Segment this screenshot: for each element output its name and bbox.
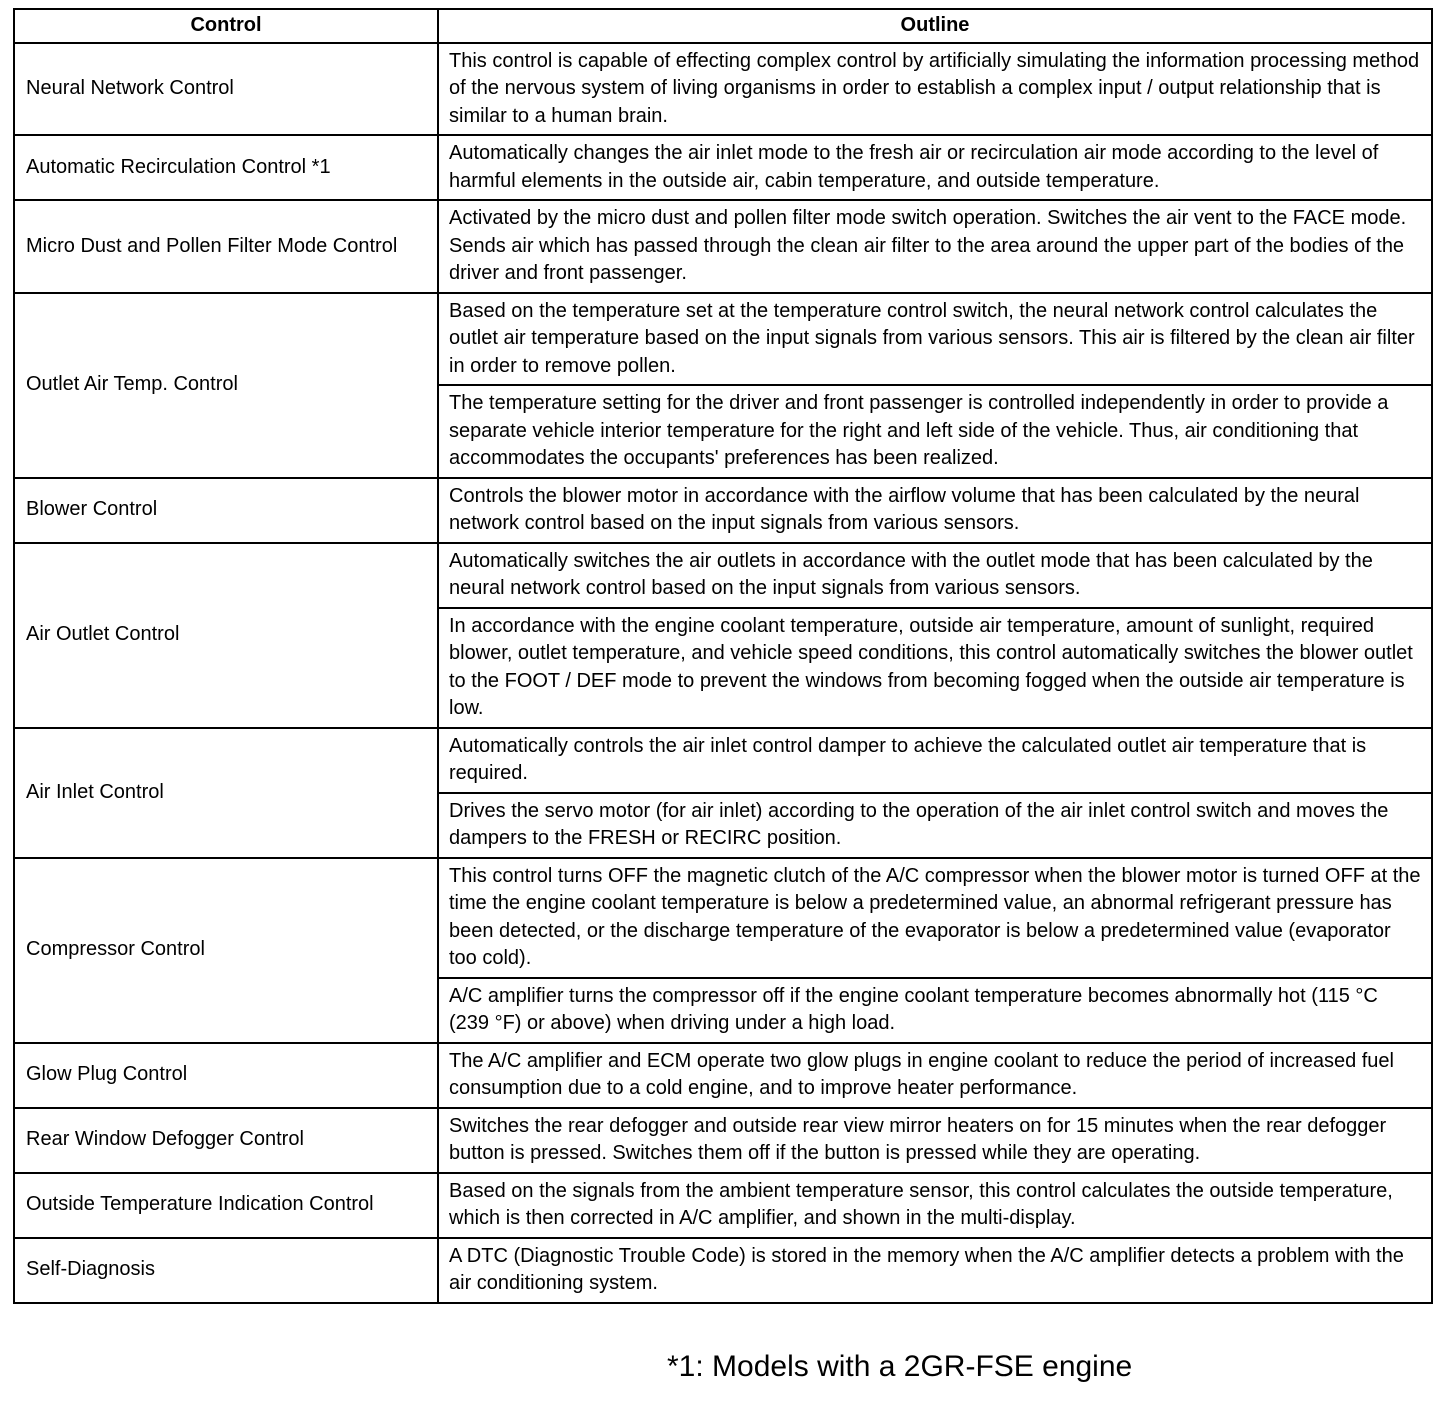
- outline-cell: In accordance with the engine coolant temperature, outside air temperature, amount of sunlight, required blower, outlet temperature, and vehicle speed conditions, this control automatically switches the blower outlet to the FOOT / DEF mode to prevent the windows from becoming fogged when the outside air temperature is low.: [438, 608, 1432, 728]
- header-row: [14, 9, 1432, 43]
- outline-cell: Switches the rear defogger and outside rear view mirror heaters on for 15 minutes when the rear defogger button is pressed. Switches them off if the button is pressed while they are operating.: [438, 1108, 1432, 1173]
- control-cell: Automatic Recirculation Control *1: [14, 135, 438, 200]
- outline-cell: Activated by the micro dust and pollen filter mode switch operation. Switches the air vent to the FACE mode. Sends air which has passed through the clean air filter to the area around the upper part of the bodies of the driver and front passenger.: [438, 200, 1432, 293]
- control-cell: Glow Plug Control: [14, 1043, 438, 1108]
- control-cell: Air Outlet Control: [14, 543, 438, 728]
- table-row: [14, 43, 1432, 136]
- control-cell: Air Inlet Control: [14, 728, 438, 858]
- outline-cell: A/C amplifier turns the compressor off if the engine coolant temperature becomes abnormally hot (115 °C (239 °F) or above) when driving under a high load.: [438, 978, 1432, 1043]
- control-outline-table: [13, 8, 1433, 1304]
- outline-cell: The A/C amplifier and ECM operate two glow plugs in engine coolant to reduce the period of increased fuel consumption due to a cold engine, and to improve heater performance.: [438, 1043, 1432, 1108]
- outline-cell: This control turns OFF the magnetic clutch of the A/C compressor when the blower motor is turned OFF at the time the engine coolant temperature is below a predetermined value, an abnormal refrigerant pressure has been detected, or the discharge temperature of the evaporator is below a predetermined value (evaporator too cold).: [438, 858, 1432, 978]
- column-header-outline: Outline: [438, 9, 1432, 43]
- column-header-control: Control: [14, 9, 438, 43]
- table-row: [14, 200, 1432, 293]
- outline-cell: Based on the temperature set at the temperature control switch, the neural network control calculates the outlet air temperature based on the input signals from various sensors. This air is filtered by the clean air filter in order to remove pollen.: [438, 293, 1432, 386]
- outline-cell: The temperature setting for the driver and front passenger is controlled independently in order to provide a separate vehicle interior temperature for the right and left side of the vehicle. Thus, air conditioning that accommodates the occupants' preferences has been realized.: [438, 385, 1432, 478]
- table-row: [14, 543, 1432, 608]
- table-row: [14, 1043, 1432, 1108]
- control-cell: Outlet Air Temp. Control: [14, 293, 438, 478]
- outline-cell: Controls the blower motor in accordance with the airflow volume that has been calculated by the neural network control based on the input signals from various sensors.: [438, 478, 1432, 543]
- outline-cell: Automatically changes the air inlet mode to the fresh air or recirculation air mode according to the level of harmful elements in the outside air, cabin temperature, and outside temperature.: [438, 135, 1432, 200]
- control-cell: Self-Diagnosis: [14, 1238, 438, 1303]
- table-row: [14, 1173, 1432, 1238]
- outline-cell: Automatically controls the air inlet control damper to achieve the calculated outlet air temperature that is required.: [438, 728, 1432, 793]
- footnote: *1: Models with a 2GR-FSE engine: [667, 1350, 1133, 1383]
- table-row: [14, 135, 1432, 200]
- table-row: [14, 293, 1432, 386]
- outline-cell: Drives the servo motor (for air inlet) according to the operation of the air inlet control switch and moves the dampers to the FRESH or RECIRC position.: [438, 793, 1432, 858]
- outline-cell: Based on the signals from the ambient temperature sensor, this control calculates the outside temperature, which is then corrected in A/C amplifier, and shown in the multi-display.: [438, 1173, 1432, 1238]
- outline-cell: A DTC (Diagnostic Trouble Code) is stored in the memory when the A/C amplifier detects a problem with the air conditioning system.: [438, 1238, 1432, 1303]
- control-cell: Outside Temperature Indication Control: [14, 1173, 438, 1238]
- control-cell: Compressor Control: [14, 858, 438, 1043]
- table-row: [14, 1108, 1432, 1173]
- outline-cell: This control is capable of effecting complex control by artificially simulating the information processing method of the nervous system of living organisms in order to establish a complex input / output relationship that is similar to a human brain.: [438, 43, 1432, 136]
- table-row: [14, 1238, 1432, 1303]
- table-row: [14, 858, 1432, 978]
- control-cell: Blower Control: [14, 478, 438, 543]
- control-cell: Rear Window Defogger Control: [14, 1108, 438, 1173]
- table-row: [14, 478, 1432, 543]
- table-row: [14, 728, 1432, 793]
- control-cell: Neural Network Control: [14, 43, 438, 136]
- control-cell: Micro Dust and Pollen Filter Mode Control: [14, 200, 438, 293]
- outline-cell: Automatically switches the air outlets in accordance with the outlet mode that has been calculated by the neural network control based on the input signals from various sensors.: [438, 543, 1432, 608]
